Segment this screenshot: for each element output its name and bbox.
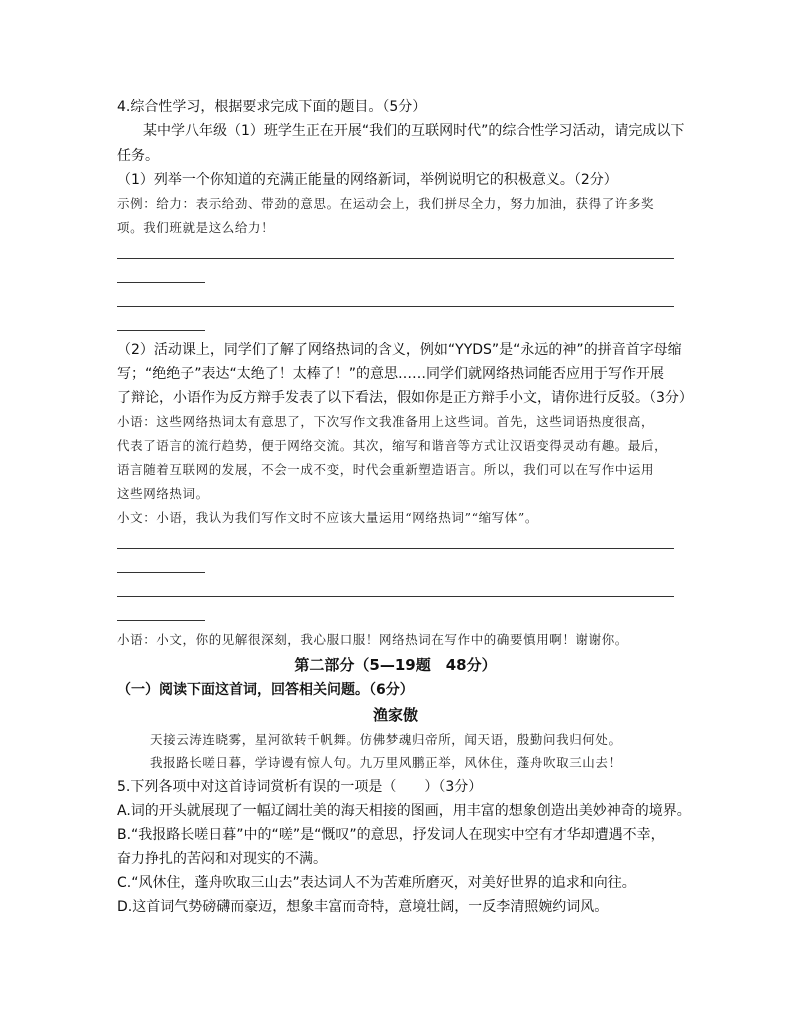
xiaowen-line: 小文：小语，我认为我们写作文时不应该大量运用“网络热词”“缩写体”。 bbox=[117, 510, 538, 525]
q5-option-b-line2: 奋力挣扎的苦闷和对现实的不满。 bbox=[117, 851, 327, 867]
q4-intro-line1: 某中学八年级（1）班学生正在开展“我们的互联网时代”的综合性学习活动，请完成以下 bbox=[143, 123, 685, 139]
q4-part2-line3: 了辩论，小语作为反方辩手发表了以下看法，假如你是正方辩手小文，请你进行反驳。（3分） bbox=[117, 390, 693, 406]
poem-title: 渔家傲 bbox=[372, 706, 418, 724]
q4-part1-question: （1）列举一个你知道的充满正能量的网络新词，举例说明它的积极意义。（2分） bbox=[117, 172, 618, 188]
xiaoyu-reply: 小语：小文，你的见解很深刻，我心服口服！网络热词在写作中的确要慎用啊！谢谢你。 bbox=[117, 632, 628, 647]
poem-line1: 天接云涛连晓雾，星河欲转千帆舞。仿佛梦魂归帝所，闻天语，殷勤问我归何处。 bbox=[150, 732, 622, 747]
answer-line-short bbox=[117, 620, 205, 621]
answer-line bbox=[117, 306, 674, 307]
q5-question: 5.下列各项中对这首诗词赏析有误的一项是（ ）（3分） bbox=[117, 779, 483, 795]
answer-line bbox=[117, 258, 674, 259]
poem-line2: 我报路长嗟日暮，学诗谩有惊人句。九万里风鹏正举，风休住，蓬舟吹取三山去！ bbox=[150, 755, 622, 770]
q5-option-d: D.这首词气势磅礴而豪迈，想象丰富而奇特，意境壮阔，一反李清照婉约词风。 bbox=[117, 899, 609, 915]
q5-option-a: A.词的开头就展现了一幅辽阔壮美的海天相接的图画，用丰富的想象创造出美妙神奇的境界。 bbox=[117, 803, 691, 819]
q5-option-c: C.“风休住，蓬舟吹取三山去”表达词人不为苦难所磨灭，对美好世界的追求和向往。 bbox=[117, 875, 636, 891]
answer-line bbox=[117, 548, 674, 549]
answer-line-short bbox=[117, 330, 205, 331]
xiaoyu-line1: 小语：这些网络热词太有意思了，下次写作文我准备用上这些词。首先，这些词语热度很高， bbox=[117, 414, 655, 429]
q4-part2-line2: 写；“绝绝子”表达“太绝了！太棒了！”的意思……同学们就网络热词能否应用于写作开展 bbox=[117, 366, 665, 382]
section1-heading: （一）阅读下面这首词，回答相关问题。（6分） bbox=[117, 682, 414, 698]
answer-line-short bbox=[117, 572, 205, 573]
q4-part1-example-line1: 示例：给力：表示给劲、带劲的意思。在运动会上，我们拼尽全力，努力加油，获得了许多奖 bbox=[117, 196, 655, 211]
answer-line bbox=[117, 596, 674, 597]
q4-intro-line2: 任务。 bbox=[117, 148, 159, 164]
answer-line-short bbox=[117, 282, 205, 283]
part-two-heading: 第二部分（5—19题 48分） bbox=[294, 656, 497, 674]
q4-part2-line1: （2）活动课上，同学们了解了网络热词的含义，例如“YYDS”是“永远的神”的拼音首字母缩 bbox=[117, 342, 682, 358]
q4-part1-example-line2: 项。我们班就是这么给力！ bbox=[117, 220, 275, 235]
xiaoyu-line4: 这些网络热词。 bbox=[117, 486, 209, 501]
q5-option-b-line1: B.“我报路长嗟日暮”中的“嗟”是“慨叹”的意思，抒发词人在现实中空有才华却遭遇不幸， bbox=[117, 827, 665, 843]
q4-title: 4.综合性学习，根据要求完成下面的题目。（5分） bbox=[117, 99, 427, 115]
xiaoyu-line3: 语言随着互联网的发展，不会一成不变，时代会重新塑造语言。所以，我们可以在写作中运用 bbox=[117, 462, 655, 477]
xiaoyu-line2: 代表了语言的流行趋势，便于网络交流。其次，缩写和谐音等方式让汉语变得灵动有趣。最后， bbox=[117, 438, 668, 453]
